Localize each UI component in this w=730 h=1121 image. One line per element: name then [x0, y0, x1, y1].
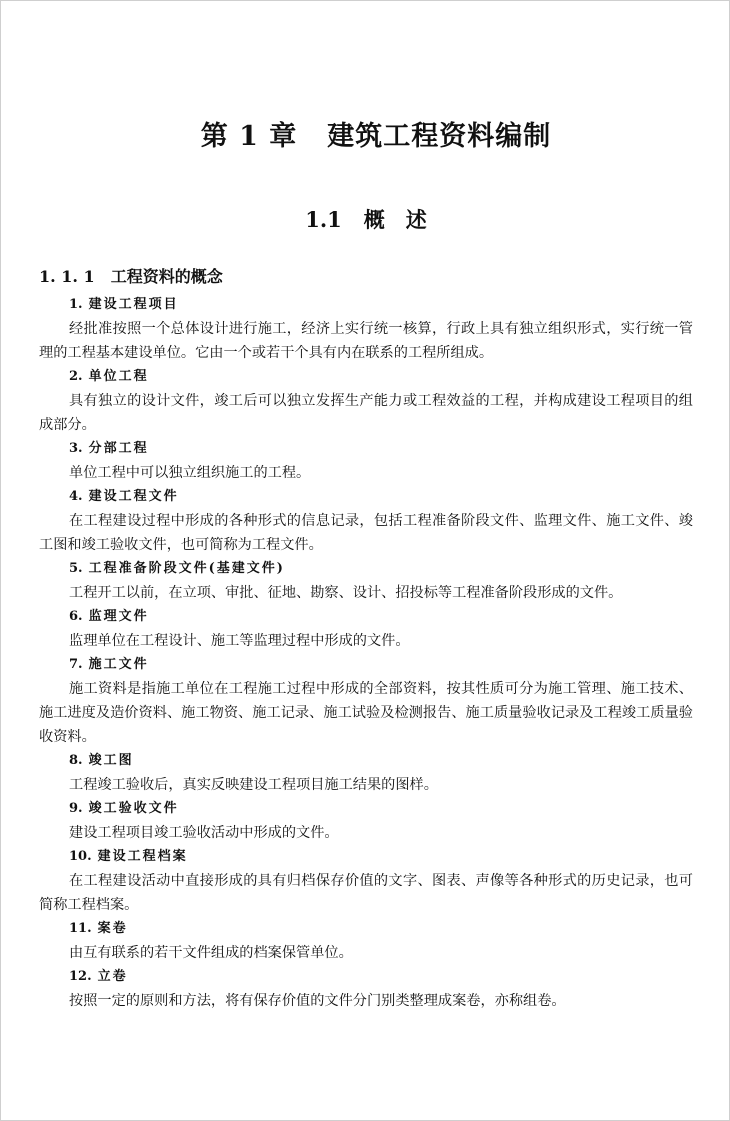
chapter-name: 建筑工程资料编制 [327, 121, 552, 152]
term-item [39, 557, 693, 605]
chapter-number: 第 1 章 [200, 121, 298, 152]
term-number: 2. [69, 369, 83, 384]
term-number: 4. [69, 489, 83, 504]
term-number: 10. [69, 849, 92, 864]
subsection-number: 1. 1. 1 [39, 267, 95, 286]
term-heading [39, 797, 693, 821]
term-name: 单位工程 [88, 369, 149, 384]
term-name: 案卷 [97, 921, 128, 936]
term-definition: 建设工程项目竣工验收活动中形成的文件。 [69, 825, 339, 841]
term-heading [39, 749, 693, 773]
term-name: 建设工程项目 [88, 297, 179, 312]
term-item [39, 485, 693, 557]
term-number: 6. [69, 609, 83, 624]
term-item [39, 965, 693, 1013]
term-number: 7. [69, 657, 83, 672]
term-name: 立卷 [97, 969, 128, 984]
section-number: 1.1 [305, 207, 342, 232]
term-list [39, 293, 693, 1013]
term-heading [39, 845, 693, 869]
term-definition: 按照一定的原则和方法，将有保存价值的文件分门别类整理成案卷，亦称组卷。 [69, 993, 566, 1009]
term-number: 1. [69, 297, 83, 312]
term-heading [39, 605, 693, 629]
term-item [39, 365, 693, 437]
term-name: 竣工图 [88, 753, 134, 768]
term-number: 12. [69, 969, 92, 984]
subsection-title [39, 265, 693, 289]
term-number: 8. [69, 753, 83, 768]
term-item [39, 605, 693, 653]
term-number: 9. [69, 801, 83, 816]
section-title [39, 205, 693, 235]
term-definition: 监理单位在工程设计、施工等监理过程中形成的文件。 [69, 633, 410, 649]
term-heading [39, 965, 693, 989]
term-number: 11. [69, 921, 92, 936]
term-name: 工程准备阶段文件(基建文件) [88, 561, 285, 576]
term-heading [39, 485, 693, 509]
term-definition: 具有独立的设计文件，竣工后可以独立发挥生产能力或工程效益的工程，并构成建设工程项目的组成部分。 [39, 393, 693, 433]
term-heading [39, 293, 693, 317]
term-item [39, 293, 693, 365]
term-heading [39, 653, 693, 677]
term-number: 3. [69, 441, 83, 456]
term-definition: 由互有联系的若干文件组成的档案保管单位。 [69, 945, 353, 961]
term-name: 监理文件 [88, 609, 149, 624]
term-definition: 在工程建设活动中直接形成的具有归档保存价值的文字、图表、声像等各种形式的历史记录，也可简称工程档案。 [39, 873, 693, 913]
page-content [39, 117, 693, 1013]
term-name: 分部工程 [88, 441, 149, 456]
term-item [39, 845, 693, 917]
subsection-name: 工程资料的概念 [110, 267, 223, 286]
term-heading [39, 557, 693, 581]
section-name: 概 述 [363, 207, 427, 232]
term-item [39, 749, 693, 797]
term-name: 施工文件 [88, 657, 149, 672]
term-heading [39, 917, 693, 941]
term-item [39, 437, 693, 485]
term-definition: 工程竣工验收后，真实反映建设工程项目施工结果的图样。 [69, 777, 438, 793]
term-definition: 工程开工以前，在立项、审批、征地、勘察、设计、招投标等工程准备阶段形成的文件。 [69, 585, 623, 601]
term-item [39, 917, 693, 965]
term-number: 5. [69, 561, 83, 576]
term-definition: 单位工程中可以独立组织施工的工程。 [69, 465, 311, 481]
term-name: 建设工程文件 [88, 489, 179, 504]
term-item [39, 653, 693, 749]
term-definition: 在工程建设过程中形成的各种形式的信息记录，包括工程准备阶段文件、监理文件、施工文件、竣工图和竣工验收文件，也可简称为工程文件。 [39, 513, 693, 553]
term-name: 建设工程档案 [97, 849, 188, 864]
term-heading [39, 365, 693, 389]
term-definition: 施工资料是指施工单位在工程施工过程中形成的全部资料，按其性质可分为施工管理、施工技术、施工进度及造价资料、施工物资、施工记录、施工试验及检测报告、施工质量验收记录及工程竣工质量验收资料。 [39, 681, 693, 745]
term-item [39, 797, 693, 845]
term-definition: 经批准按照一个总体设计进行施工，经济上实行统一核算，行政上具有独立组织形式，实行统一管理的工程基本建设单位。它由一个或若干个具有内在联系的工程所组成。 [39, 321, 693, 361]
term-heading [39, 437, 693, 461]
term-name: 竣工验收文件 [88, 801, 179, 816]
chapter-title [39, 117, 693, 157]
